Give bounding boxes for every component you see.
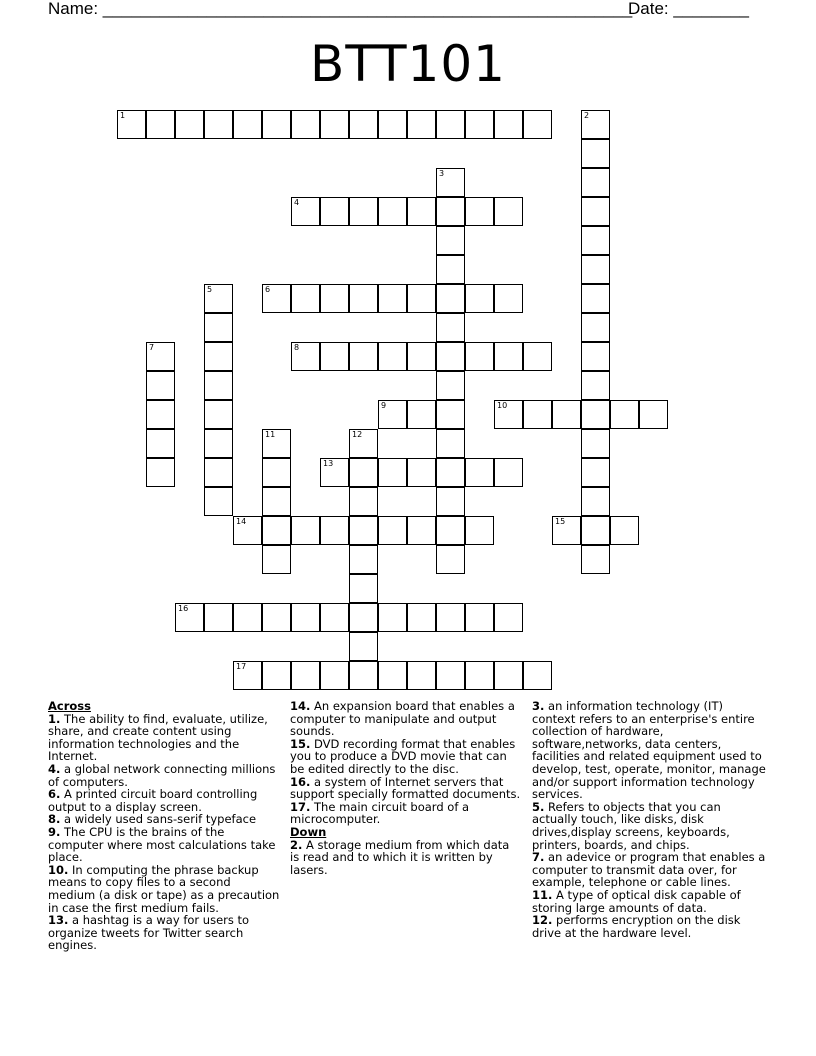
grid-cell[interactable] (320, 110, 349, 139)
grid-cell[interactable] (639, 400, 668, 429)
grid-cell[interactable] (407, 110, 436, 139)
grid-cell[interactable] (436, 342, 465, 371)
grid-cell[interactable] (552, 516, 581, 545)
grid-cell[interactable] (146, 400, 175, 429)
clue-number: 10 (497, 401, 508, 410)
grid-cell[interactable] (436, 661, 465, 690)
grid-cell[interactable] (146, 342, 175, 371)
grid-cell[interactable] (494, 284, 523, 313)
clue-number: 6 (265, 285, 271, 294)
grid-cell[interactable] (523, 342, 552, 371)
clue-column-2 (290, 700, 522, 876)
clue-across-13: 13. a hashtag is a way for users to organize tweets for Twitter search engines. (48, 913, 250, 953)
grid-cell[interactable] (581, 487, 610, 516)
clue-across-1: 1. The ability to find, evaluate, utilize, share, and create content using information technologies and the Internet. (48, 711, 268, 764)
grid-cell[interactable] (146, 429, 175, 458)
page-title: BTT101 (310, 35, 506, 93)
grid-cell[interactable] (262, 545, 291, 574)
grid-cell[interactable] (320, 458, 349, 487)
clue-across-4: 4. a global network connecting millions of computers. (48, 761, 276, 789)
grid-cell[interactable] (436, 429, 465, 458)
grid-cell[interactable] (262, 429, 291, 458)
clue-number: 17 (236, 662, 247, 671)
grid-cell[interactable] (407, 458, 436, 487)
grid-cell[interactable] (581, 139, 610, 168)
grid-cell[interactable] (407, 284, 436, 313)
across-heading: Across (48, 699, 91, 713)
grid-cell[interactable] (494, 661, 523, 690)
grid-cell[interactable] (581, 429, 610, 458)
grid-cell[interactable] (349, 516, 378, 545)
grid-cell[interactable] (349, 429, 378, 458)
grid-cell[interactable] (233, 110, 262, 139)
grid-cell[interactable] (407, 603, 436, 632)
grid-cell[interactable] (407, 197, 436, 226)
grid-cell[interactable] (436, 458, 465, 487)
grid-cell[interactable] (407, 516, 436, 545)
grid-cell[interactable] (581, 313, 610, 342)
grid-cell[interactable] (204, 400, 233, 429)
grid-cell[interactable] (407, 342, 436, 371)
grid-cell[interactable] (233, 603, 262, 632)
grid-cell[interactable] (291, 110, 320, 139)
clue-down-11: 11. A type of optical disk capable of storing large amounts of data. (532, 887, 741, 915)
grid-cell[interactable] (291, 197, 320, 226)
grid-cell[interactable] (262, 661, 291, 690)
grid-cell[interactable] (146, 110, 175, 139)
down-heading: Down (290, 824, 327, 839)
grid-cell[interactable] (291, 342, 320, 371)
grid-cell[interactable] (291, 661, 320, 690)
grid-cell[interactable] (262, 284, 291, 313)
clue-number: 11 (265, 430, 276, 439)
grid-cell[interactable] (465, 110, 494, 139)
grid-cell[interactable] (204, 342, 233, 371)
grid-cell[interactable] (552, 400, 581, 429)
grid-cell[interactable] (436, 255, 465, 284)
grid-cell[interactable] (523, 110, 552, 139)
grid-cell[interactable] (291, 603, 320, 632)
clue-number: 14 (236, 517, 247, 526)
grid-cell[interactable] (523, 400, 552, 429)
grid-cell[interactable] (349, 284, 378, 313)
grid-cell[interactable] (204, 371, 233, 400)
grid-cell[interactable] (233, 661, 262, 690)
grid-cell[interactable] (204, 603, 233, 632)
grid-cell[interactable] (320, 197, 349, 226)
grid-cell[interactable] (436, 545, 465, 574)
grid-cell[interactable] (581, 110, 610, 139)
grid-cell[interactable] (436, 400, 465, 429)
clue-number: 3 (439, 169, 445, 178)
grid-cell[interactable] (146, 458, 175, 487)
clue-number: 7 (149, 343, 155, 352)
grid-cell[interactable] (407, 661, 436, 690)
grid-cell[interactable] (262, 603, 291, 632)
grid-cell[interactable] (436, 371, 465, 400)
clue-across-17: 17. The main circuit board of a microcomputer. (290, 799, 470, 827)
grid-cell[interactable] (349, 110, 378, 139)
grid-cell[interactable] (581, 342, 610, 371)
grid-cell[interactable] (320, 603, 349, 632)
clue-column-3 (532, 700, 768, 939)
grid-cell[interactable] (581, 545, 610, 574)
grid-cell[interactable] (581, 197, 610, 226)
clue-across-9: 9. The CPU is the brains of the computer where most calculations take place. (48, 824, 276, 865)
clue-across-16: 16. a system of Internet servers that support specially formatted documents. (290, 774, 521, 802)
grid-cell[interactable] (581, 400, 610, 429)
grid-cell[interactable] (494, 603, 523, 632)
grid-cell[interactable] (117, 110, 146, 139)
grid-cell[interactable] (494, 458, 523, 487)
name-field[interactable]: Name: ________________________________________________________ (48, 0, 633, 18)
grid-cell[interactable] (494, 110, 523, 139)
grid-cell[interactable] (436, 313, 465, 342)
grid-cell[interactable] (320, 284, 349, 313)
grid-cell[interactable] (523, 661, 552, 690)
grid-cell[interactable] (233, 516, 262, 545)
grid-cell[interactable] (262, 516, 291, 545)
grid-cell[interactable] (378, 458, 407, 487)
grid-cell[interactable] (465, 342, 494, 371)
grid-cell[interactable] (378, 400, 407, 429)
grid-cell[interactable] (378, 661, 407, 690)
clue-down-12: 12. performs encryption on the disk drive at the hardware level. (532, 913, 741, 940)
grid-cell[interactable] (349, 661, 378, 690)
grid-cell[interactable] (581, 226, 610, 255)
grid-cell[interactable] (262, 110, 291, 139)
grid-cell[interactable] (378, 342, 407, 371)
grid-cell[interactable] (436, 603, 465, 632)
clue-number: 13 (323, 459, 334, 468)
clue-number: 9 (381, 401, 387, 410)
grid-cell[interactable] (465, 284, 494, 313)
grid-cell[interactable] (349, 545, 378, 574)
date-field[interactable]: Date: ________ (628, 0, 749, 18)
grid-cell[interactable] (436, 516, 465, 545)
grid-cell[interactable] (378, 110, 407, 139)
clue-number: 15 (555, 517, 566, 526)
grid-cell[interactable] (581, 168, 610, 197)
grid-cell[interactable] (291, 284, 320, 313)
grid-cell[interactable] (436, 168, 465, 197)
grid-cell[interactable] (436, 197, 465, 226)
clue-across-14: 14. An expansion board that enables a computer to manipulate and output sounds. (290, 699, 515, 739)
grid-cell[interactable] (378, 603, 407, 632)
grid-cell[interactable] (581, 284, 610, 313)
clue-across-15: 15. DVD recording format that enables you to produce a DVD movie that can be edited directly to the disc. (290, 736, 516, 776)
grid-cell[interactable] (349, 342, 378, 371)
grid-cell[interactable] (494, 400, 523, 429)
grid-cell[interactable] (465, 458, 494, 487)
grid-cell[interactable] (204, 313, 233, 342)
grid-cell[interactable] (204, 429, 233, 458)
clue-across-8: 8. a widely used sans-serif typeface (48, 812, 257, 827)
grid-cell[interactable] (494, 342, 523, 371)
grid-cell[interactable] (465, 197, 494, 226)
clue-down-2: 2. A storage medium from which data is read and to which it is written by lasers. (290, 837, 510, 877)
grid-cell[interactable] (494, 197, 523, 226)
grid-cell[interactable] (378, 284, 407, 313)
grid-cell[interactable] (204, 487, 233, 516)
clue-number: 12 (352, 430, 363, 439)
grid-cell[interactable] (320, 516, 349, 545)
grid-cell[interactable] (436, 487, 465, 516)
clue-down-5: 5. Refers to objects that you can actually touch, like disks, disk drives,display screens, keyboards, printers, boards, and chips. (532, 799, 730, 852)
grid-cell[interactable] (320, 661, 349, 690)
grid-cell[interactable] (465, 516, 494, 545)
grid-cell[interactable] (610, 400, 639, 429)
grid-cell[interactable] (320, 342, 349, 371)
clue-number: 16 (178, 604, 189, 613)
grid-cell[interactable] (204, 284, 233, 313)
grid-cell[interactable] (436, 110, 465, 139)
clue-down-7: 7. an adevice or program that enables a computer to transmit data over, for example, telephone or cable lines. (532, 850, 766, 890)
grid-cell[interactable] (349, 603, 378, 632)
grid-cell[interactable] (465, 661, 494, 690)
clue-number: 5 (207, 285, 213, 294)
grid-cell[interactable] (581, 458, 610, 487)
grid-cell[interactable] (262, 487, 291, 516)
grid-cell[interactable] (349, 574, 378, 603)
grid-cell[interactable] (204, 110, 233, 139)
grid-cell[interactable] (436, 226, 465, 255)
grid-cell[interactable] (204, 458, 233, 487)
grid-cell[interactable] (349, 197, 378, 226)
grid-cell[interactable] (146, 371, 175, 400)
grid-cell[interactable] (349, 632, 378, 661)
clue-down-3: 3. an information technology (IT) context refers to an enterprise's entire collection of hardware, software,networks, data centers, facilities and related equipment used to develop, test, operate, monitor, manage and/or support information technology services. (532, 699, 766, 802)
grid-cell[interactable] (436, 284, 465, 313)
clue-number: 8 (294, 343, 300, 352)
grid-cell[interactable] (291, 516, 320, 545)
clue-number: 1 (120, 111, 126, 120)
clue-number: 4 (294, 198, 300, 207)
grid-cell[interactable] (378, 516, 407, 545)
grid-cell[interactable] (407, 400, 436, 429)
clue-across-10: 10. In computing the phrase backup means to copy files to a second medium (a disk or tape) as a precaution in case the first medium fails. (48, 862, 280, 915)
grid-cell[interactable] (465, 603, 494, 632)
grid-cell[interactable] (581, 516, 610, 545)
grid-cell[interactable] (378, 197, 407, 226)
grid-cell[interactable] (175, 110, 204, 139)
grid-cell[interactable] (610, 516, 639, 545)
clue-across-6: 6. A printed circuit board controlling output to a display screen. (48, 787, 258, 814)
grid-cell[interactable] (349, 487, 378, 516)
grid-cell[interactable] (349, 458, 378, 487)
grid-cell[interactable] (175, 603, 204, 632)
clue-column-1 (48, 700, 280, 952)
grid-cell[interactable] (581, 255, 610, 284)
grid-cell[interactable] (581, 371, 610, 400)
clue-number: 2 (584, 111, 590, 120)
grid-cell[interactable] (262, 458, 291, 487)
